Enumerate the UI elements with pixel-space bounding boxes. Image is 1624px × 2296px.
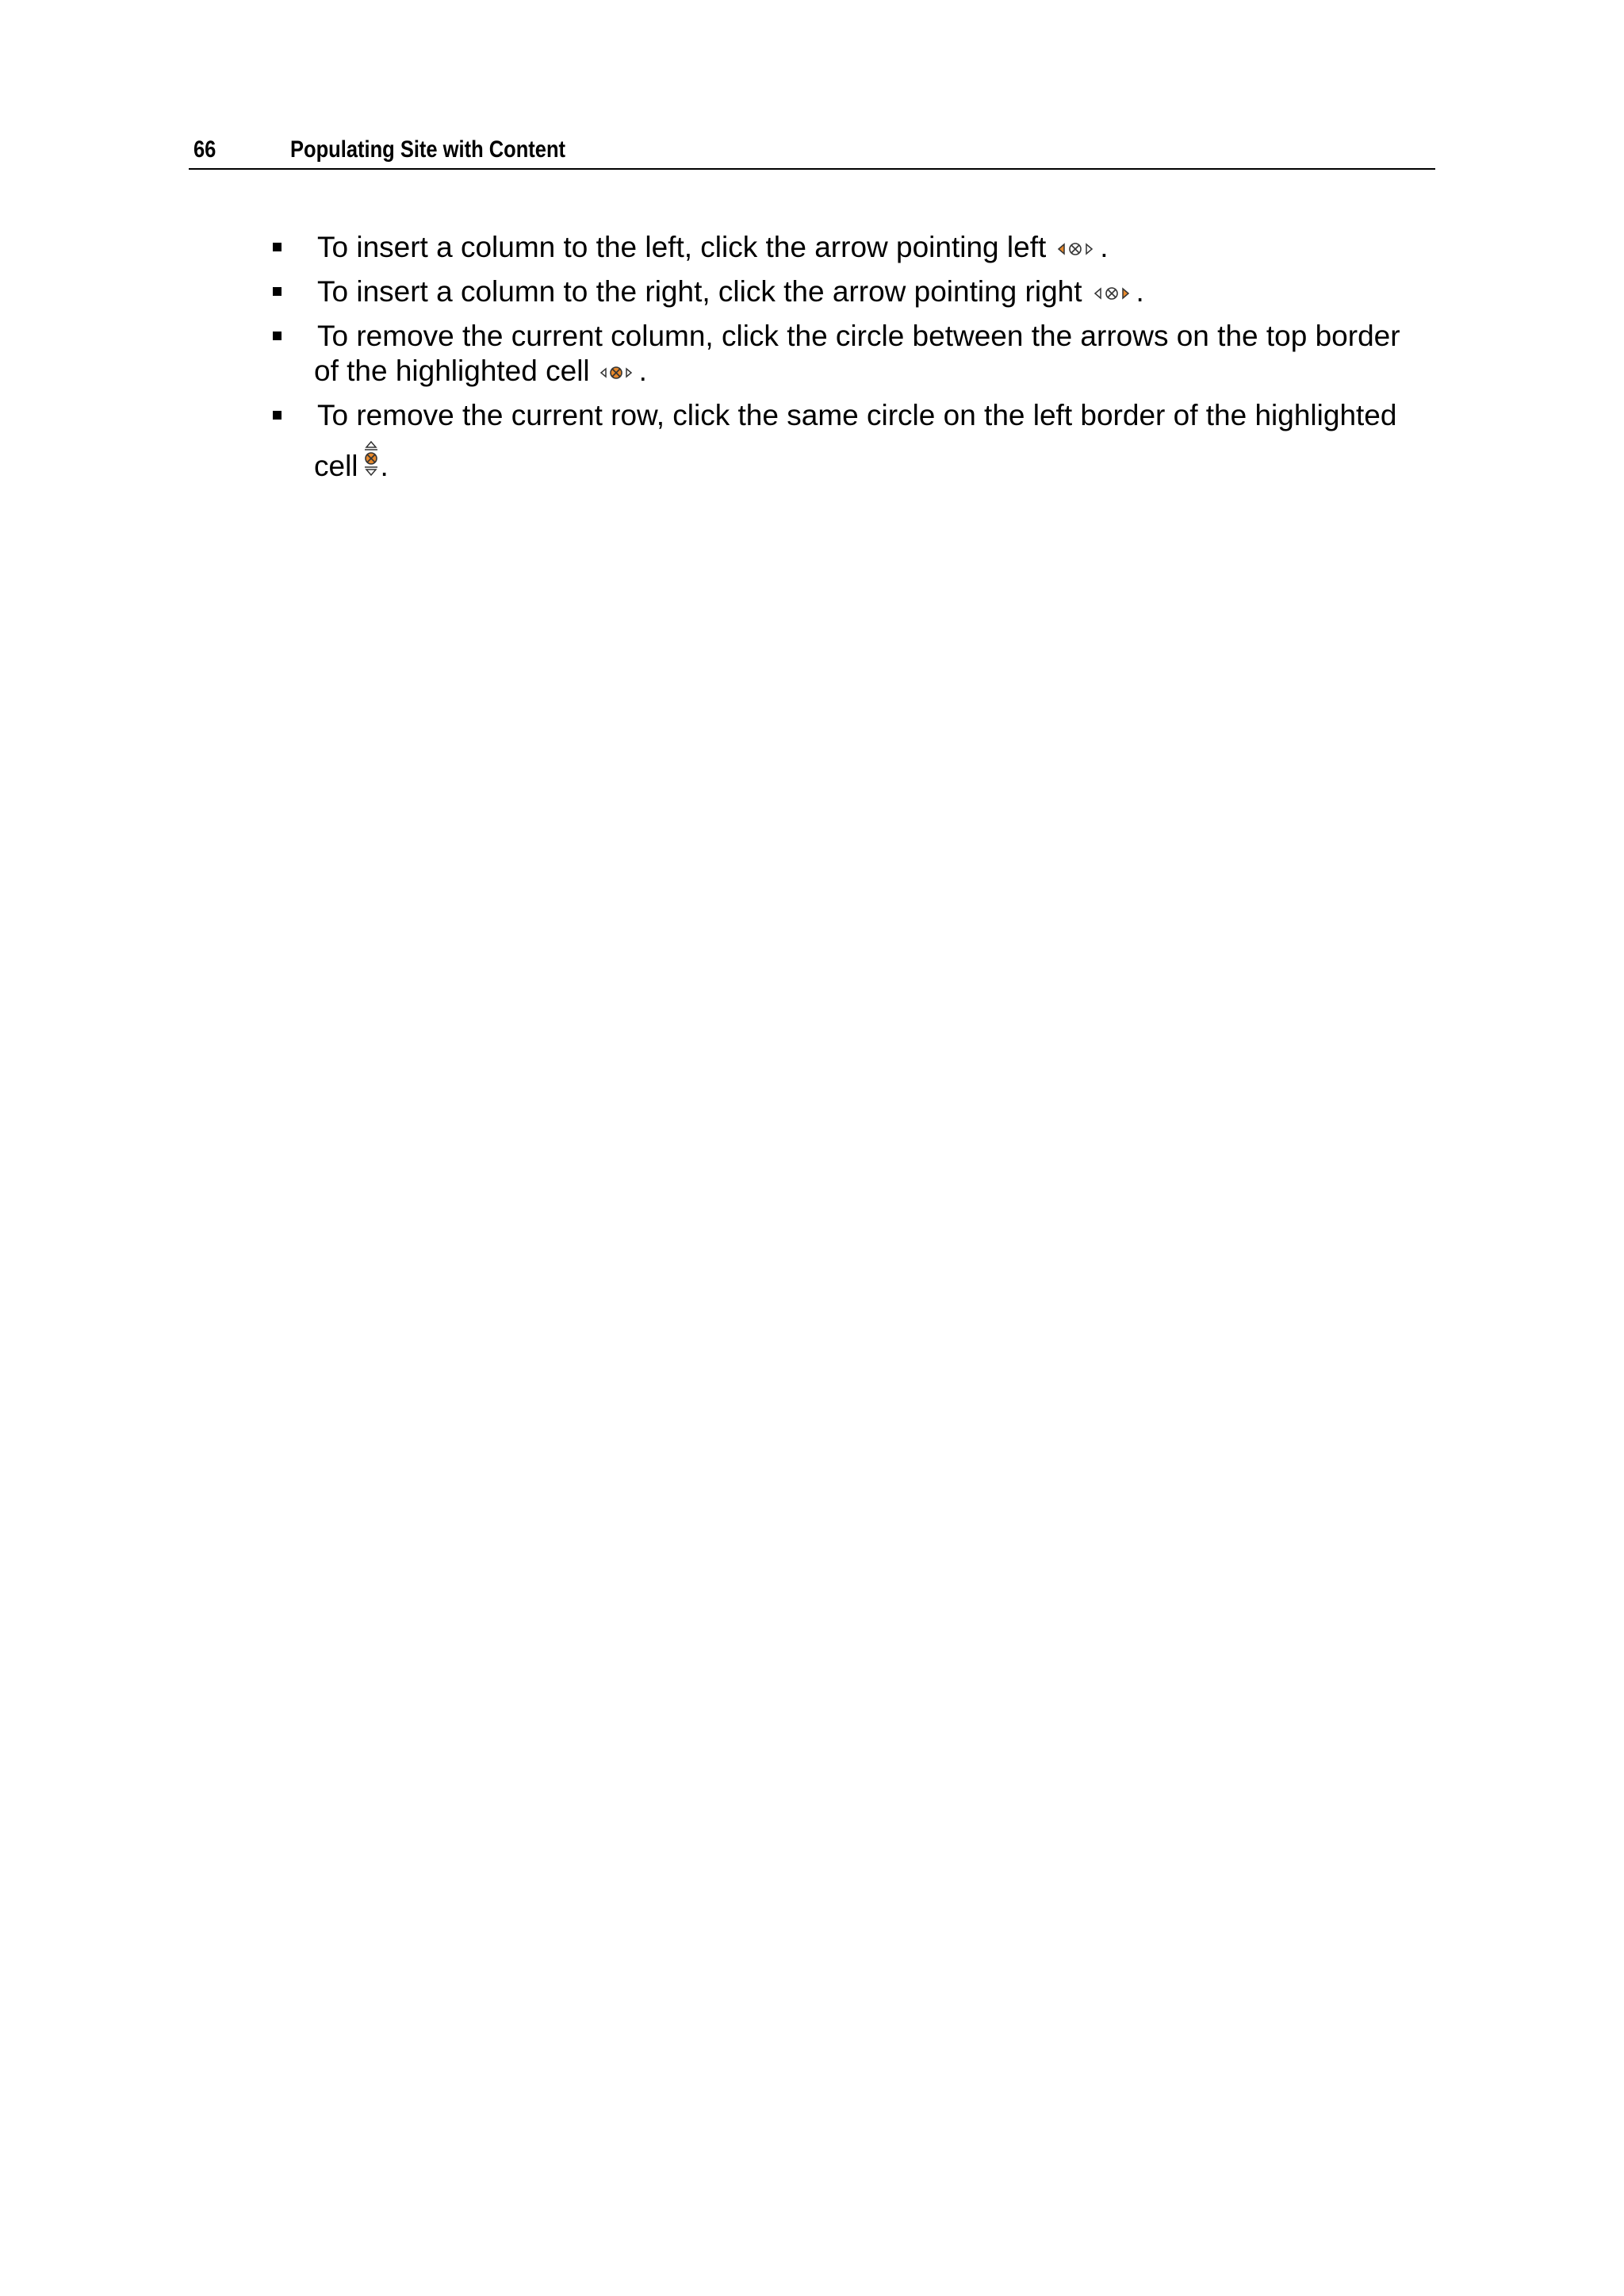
bullet-continuation [314, 354, 1443, 389]
page-header [189, 133, 1435, 170]
chapter-title: Populating Site with Content [290, 136, 566, 163]
bullet-text-continued: of the highlighted cell [314, 355, 590, 387]
bullet-text: To remove the current column, click the circle between the arrows on the top border [317, 320, 1400, 352]
bullet-marker [273, 243, 282, 251]
bullet-suffix: . [1100, 231, 1109, 263]
bullet-text: To insert a column to the left, click the arrow pointing left [317, 231, 1047, 263]
column-arrows-right-active-icon [1087, 285, 1136, 302]
column-arrows-left-active-icon [1051, 240, 1100, 258]
bullet-item-remove-row [270, 398, 1443, 484]
page-number: 66 [193, 136, 216, 163]
bullet-text-continued: cell [314, 450, 358, 482]
bullet-suffix: . [380, 450, 389, 482]
bullet-marker [273, 287, 282, 296]
bullet-list [270, 230, 1443, 493]
bullet-item-insert-right [270, 274, 1443, 309]
column-remove-circle-icon [595, 364, 639, 381]
bullet-marker [273, 411, 282, 420]
bullet-continuation [314, 439, 1443, 484]
bullet-text: To insert a column to the right, click the arrow pointing right [317, 275, 1082, 308]
bullet-suffix: . [638, 355, 647, 387]
bullet-item-insert-left [270, 230, 1443, 265]
row-remove-circle-icon [362, 439, 381, 481]
bullet-marker [273, 332, 282, 340]
bullet-text: To remove the current row, click the same circle on the left border of the highlighted [317, 399, 1397, 431]
bullet-item-remove-column [270, 319, 1443, 389]
bullet-suffix: . [1136, 275, 1144, 308]
